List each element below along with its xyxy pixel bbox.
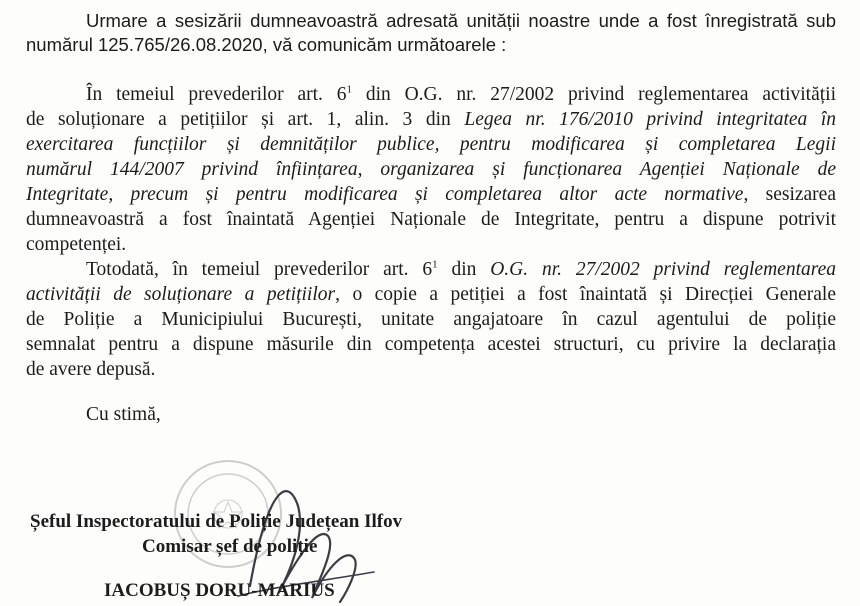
signatory-name: IACOBUȘ DORU-MARIUS bbox=[104, 580, 335, 601]
closing: Cu stimă, bbox=[86, 404, 161, 425]
signatory-position: Șeful Inspectoratului de Poliție Județean Ilfov bbox=[30, 511, 403, 532]
para2-line-3: de Poliție a Municipiului București, unitate angajatoare în cazul agentului de poliție bbox=[26, 309, 836, 330]
para1-line-7: competenței. bbox=[26, 234, 127, 255]
para2-line-2: activității de soluționare a petițiilor, o copie a petiției a fost înaintată și Direcției Generale bbox=[26, 284, 836, 305]
para1-line-6: dumneavoastră a fost înaintată Agenției Naționale de Integritate, pentru a dispune potrivit bbox=[26, 209, 836, 230]
para2-line-1: Totodată, în temeiul prevederilor art. $6^1$ din O.G. nr. 27/2002 privind reglementarea bbox=[86, 258, 837, 280]
para1-line-2: de soluționare a petițiilor și art. 1, alin. 3 din Legea nr. 176/2010 privind integritatea în bbox=[26, 109, 837, 130]
intro-line-2: numărul 125.765/26.08.2020, vă comunicăm următoarele : bbox=[26, 34, 507, 55]
para2-line-5: de avere depusă. bbox=[26, 359, 156, 380]
para1-line-4: numărul 144/2007 privind înființarea, organizarea și funcționarea Agenției Naționale de bbox=[26, 159, 836, 180]
para1-line-3: exercitarea funcțiilor și demnităților publice, pentru modificarea și completarea Legii bbox=[26, 134, 836, 155]
intro-line-1: Urmare a sesizării dumneavoastră adresată unității noastre unde a fost înregistrată sub bbox=[86, 10, 836, 31]
para1-line-1: În temeiul prevederilor art. $6^1$ din O.G. nr. 27/2002 privind reglementarea activității bbox=[86, 83, 836, 105]
signatory-rank: Comisar șef de poliție bbox=[142, 536, 318, 557]
para1-line-5: Integritate, precum și pentru modificarea și completarea altor acte normative, sesizarea bbox=[26, 184, 836, 205]
para2-line-4: semnalat pentru a dispune măsurile din competența acestei structuri, cu privire la declarația bbox=[26, 334, 836, 355]
